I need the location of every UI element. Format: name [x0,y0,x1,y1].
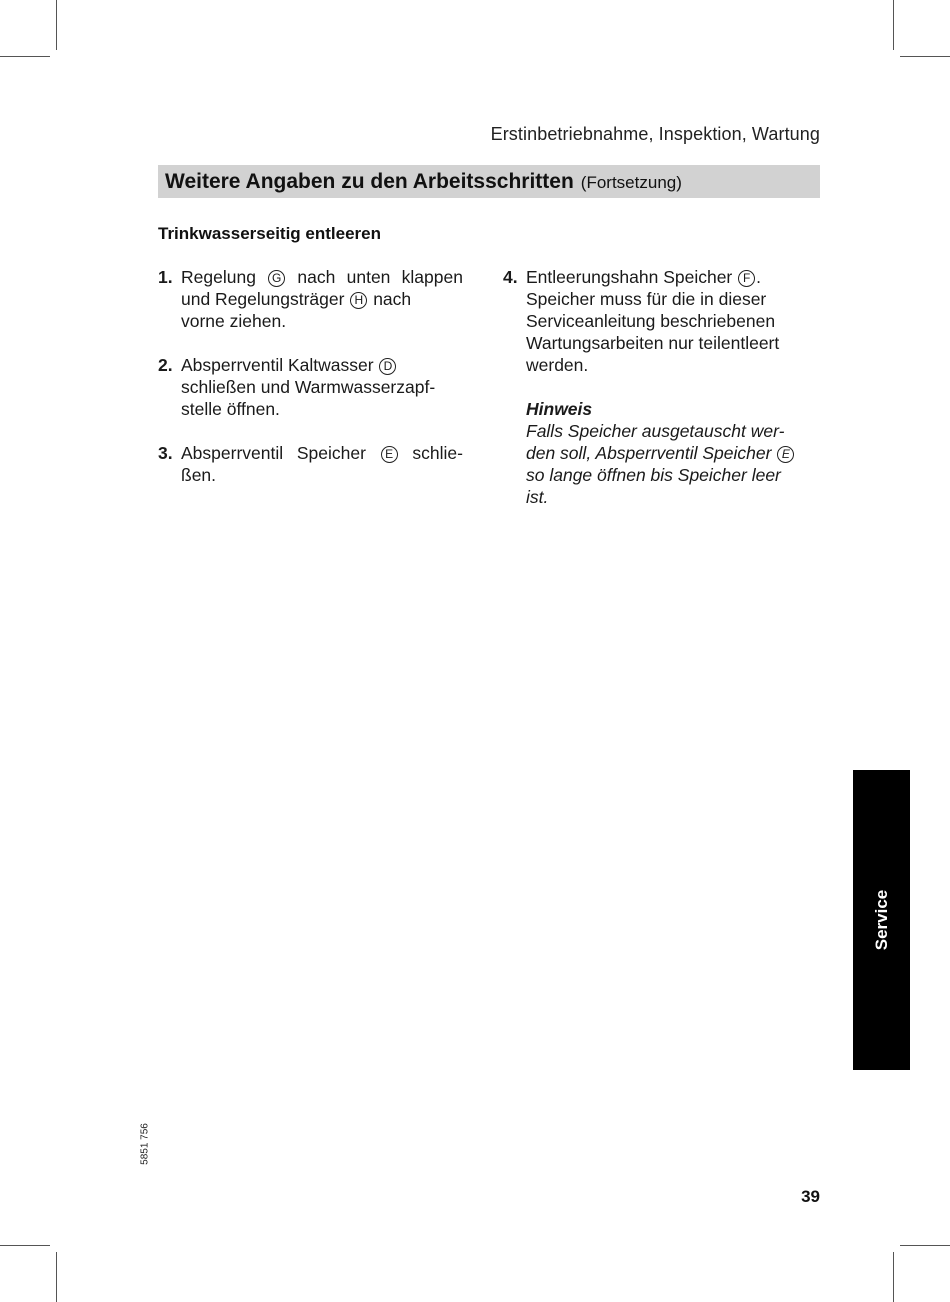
step-text: Regelung G nach unten klappen und Regelungsträger H nach vorne ziehen. [181,267,463,331]
crop-mark [893,1252,894,1302]
step-text: Absperrventil Speicher E schlie- ßen. [181,443,463,485]
page-number: 39 [801,1187,820,1206]
page-title-continued: (Fortsetzung) [580,172,682,192]
step-4 [503,266,821,376]
marker-f-icon: F [738,270,755,287]
crop-mark [0,1245,50,1246]
marker-e-icon: E [381,446,398,463]
document-number: 5851 756 [139,1123,151,1165]
step-number: 4. [503,267,518,287]
marker-h-icon: H [350,292,367,309]
crop-mark [893,0,894,50]
step-2 [158,354,463,420]
step-number: 3. [158,443,173,463]
section-header: Erstinbetriebnahme, Inspektion, Wartung [490,124,820,144]
step-number: 2. [158,355,173,375]
section-tab [853,770,910,1070]
crop-mark [56,0,57,50]
crop-mark [0,56,50,57]
note-title: Hinweis [526,399,593,419]
marker-g-icon: G [268,270,285,287]
subheading: Trinkwasserseitig entleeren [158,224,381,243]
step-number: 1. [158,267,173,287]
left-column [158,266,463,508]
right-column [503,266,821,508]
marker-d-icon: D [379,358,396,375]
page-title: Weitere Angaben zu den Arbeitsschritten [165,169,574,193]
title-bar [158,165,820,198]
step-1 [158,266,463,332]
step-3 [158,442,463,486]
crop-mark [900,56,950,57]
note-box: Hinweis Falls Speicher ausgetauscht wer- den soll, Absperrventil Speicher E so lange öffnen bis Speicher leer ist. [526,398,821,508]
step-text: Absperrventil Kaltwasser D schließen und Warmwasserzapf- stelle öffnen. [181,355,436,419]
crop-mark [56,1252,57,1302]
section-tab-label: Service [871,889,891,951]
step-text: Entleerungshahn Speicher F . Speicher muss für die in dieser Serviceanleitung beschriebenen Wartungsarbeiten nur teilentleert werden. [526,267,780,375]
crop-mark [900,1245,950,1246]
marker-e-icon: E [777,446,794,463]
